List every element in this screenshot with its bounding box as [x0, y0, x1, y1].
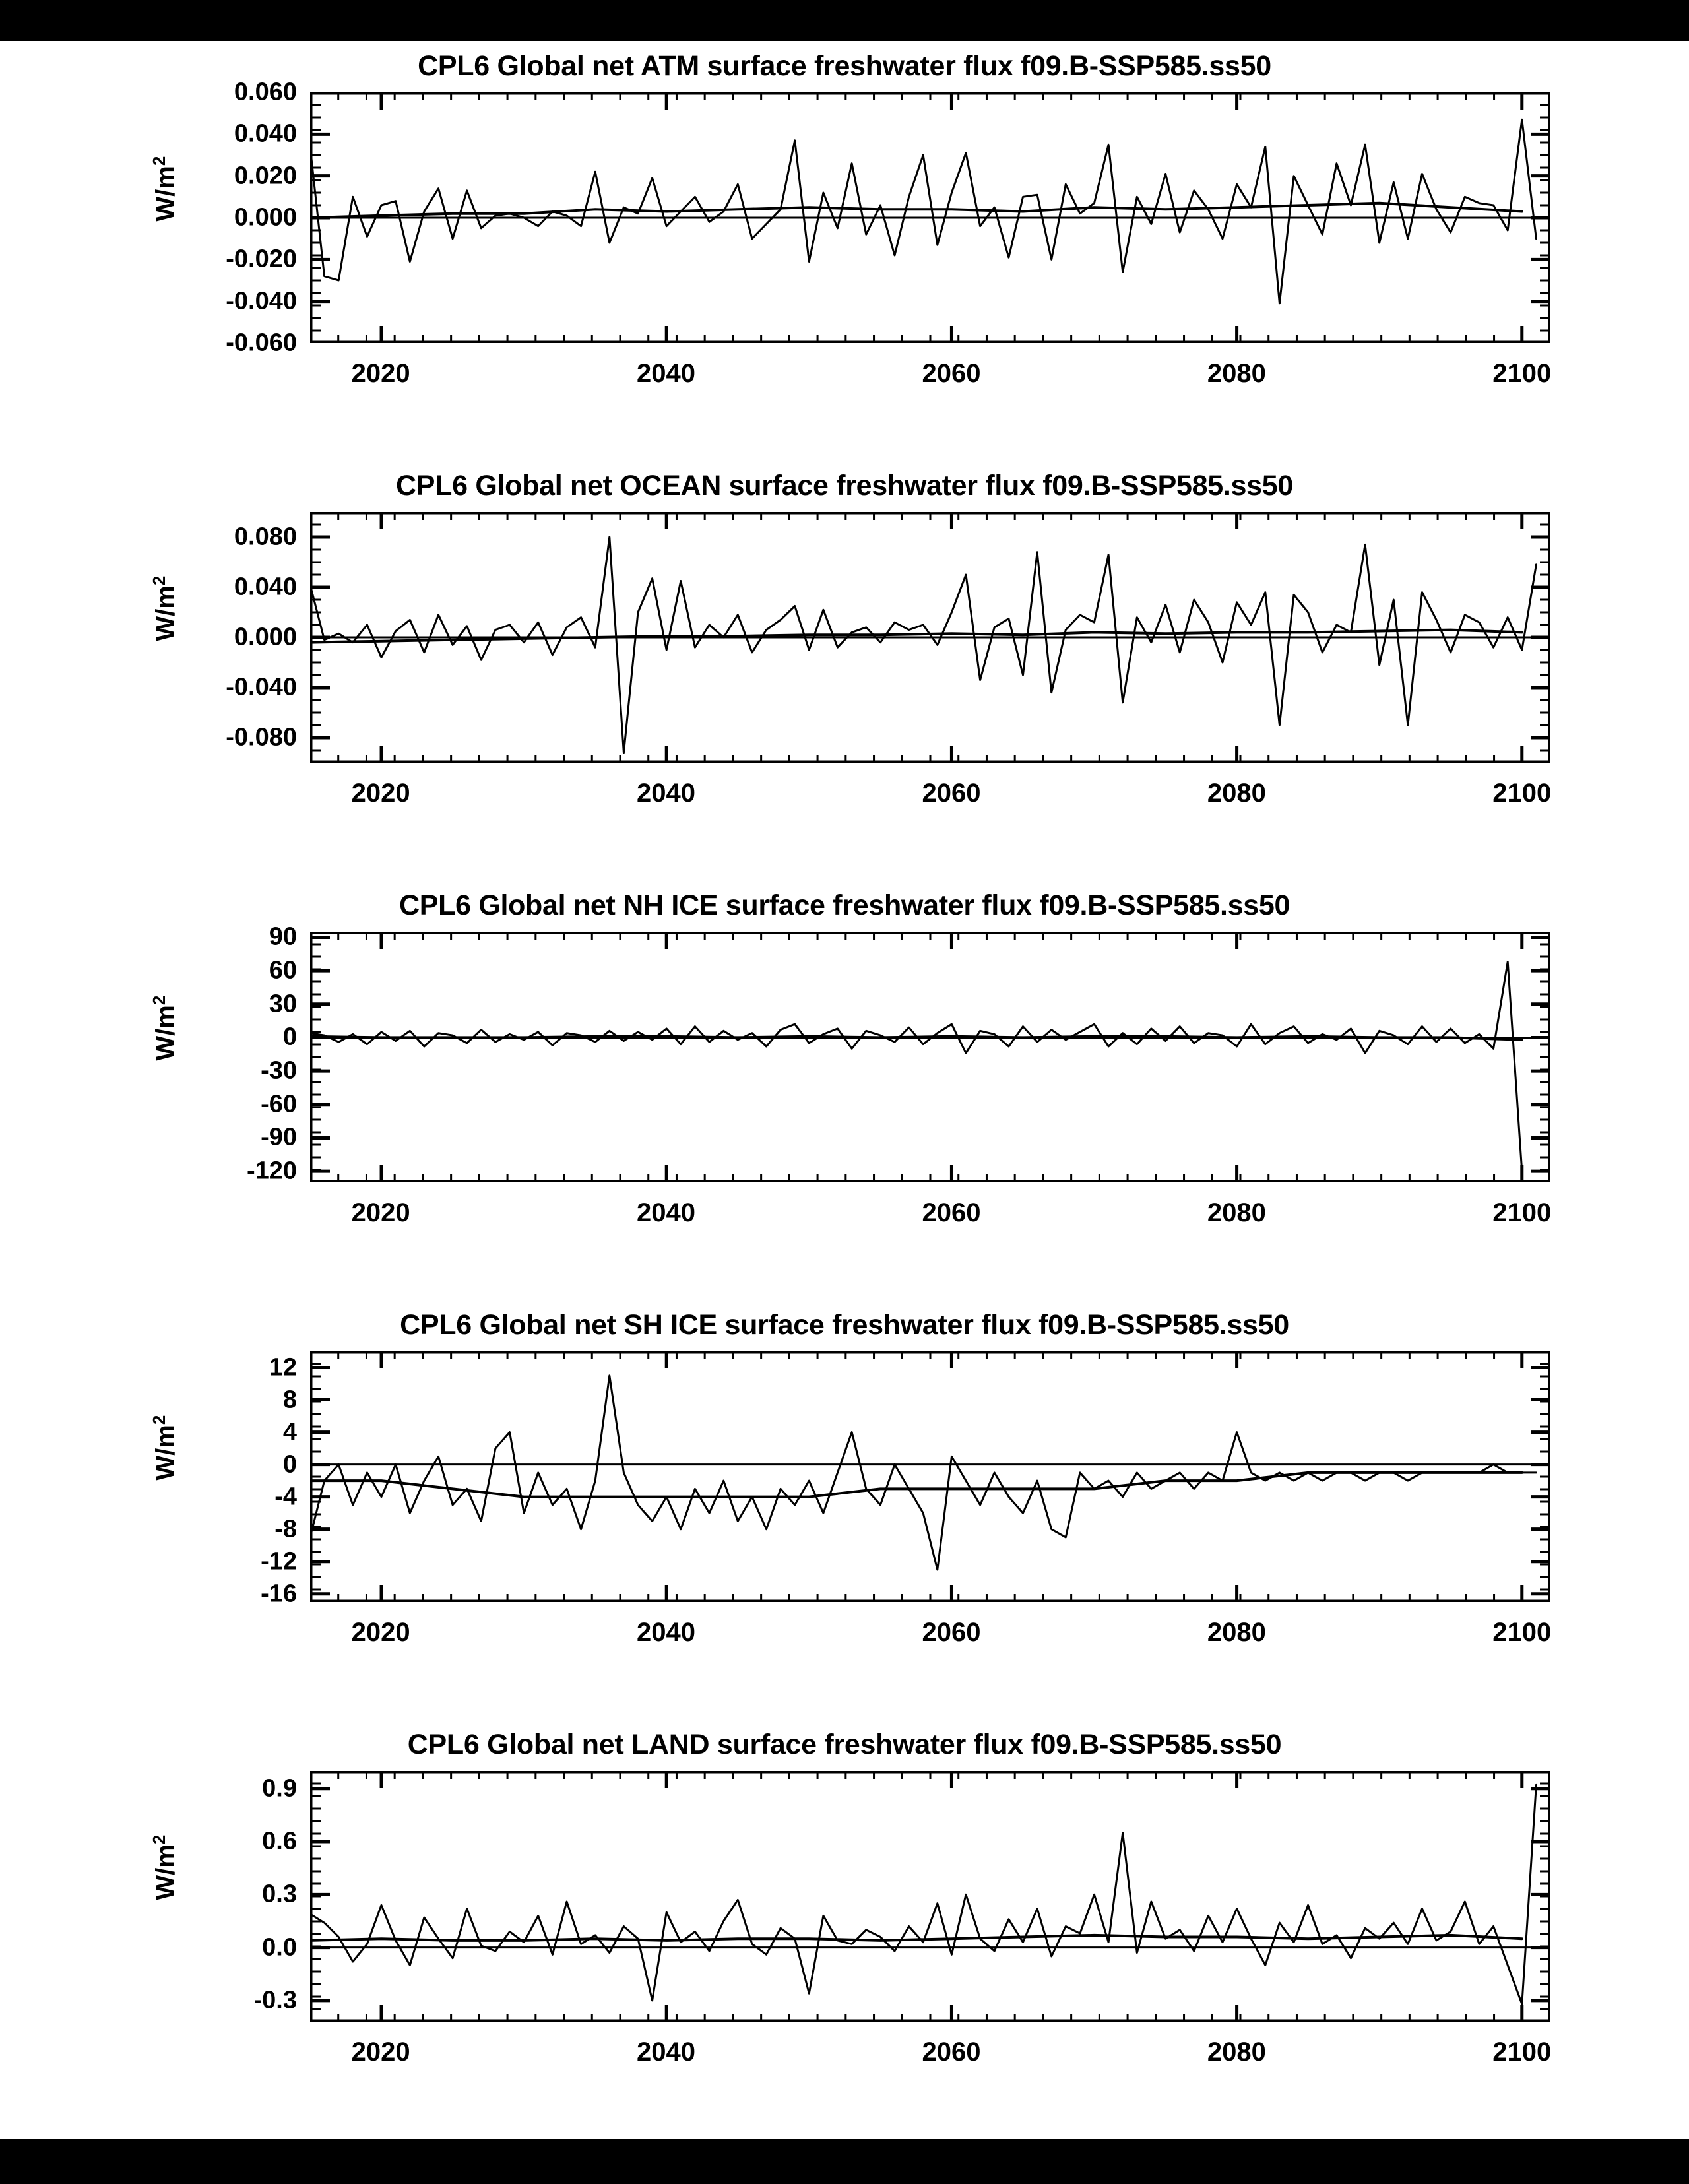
y-tick-label: 0.9	[262, 1774, 297, 1803]
x-tick-labels-atm	[310, 359, 1550, 399]
x-tick-label: 2040	[637, 2038, 696, 2067]
chart-title-atm: CPL6 Global net ATM surface freshwater flux f09.B-SSP585.ss50	[418, 50, 1271, 82]
x-tick-label: 2020	[351, 779, 410, 808]
y-tick-label: 0.000	[234, 203, 297, 232]
y-tick-label: -30	[261, 1056, 297, 1085]
y-tick-label: 0.3	[262, 1880, 297, 1908]
y-tick-label: 0	[282, 1023, 297, 1051]
x-tick-labels-nh-ice	[310, 1198, 1550, 1238]
y-tick-label: -0.080	[226, 723, 297, 752]
x-tick-labels-land	[310, 2038, 1550, 2077]
y-tick-label: 8	[282, 1386, 297, 1414]
x-tick-label: 2100	[1492, 1198, 1552, 1227]
y-axis-label-nh-ice: $W/m^2$	[148, 995, 181, 1061]
plot-svg-land	[310, 1771, 1550, 2022]
chart-panel-atm	[0, 41, 1689, 461]
y-tick-label: -90	[261, 1123, 297, 1151]
chart-title-land: CPL6 Global net LAND surface freshwater flux f09.B-SSP585.ss50	[407, 1729, 1282, 1760]
y-tick-label: -16	[261, 1580, 297, 1608]
y-tick-label: -0.060	[226, 329, 297, 357]
plot-area-nh-ice	[310, 932, 1550, 1182]
y-tick-labels-sh-ice	[99, 1351, 297, 1608]
chart-panel-sh-ice	[0, 1300, 1689, 1719]
y-tick-label: 30	[269, 990, 297, 1018]
x-tick-label: 2060	[922, 1618, 981, 1647]
y-axis-label-sh-ice: $W/m^2$	[148, 1415, 181, 1481]
y-tick-label: -0.020	[226, 245, 297, 273]
plot-area-sh-ice	[310, 1351, 1550, 1602]
chart-panel-ocean	[0, 461, 1689, 880]
x-tick-label: 2080	[1207, 1618, 1266, 1647]
y-axis-label-atm: $W/m^2$	[148, 156, 181, 222]
x-tick-labels-sh-ice	[310, 1618, 1550, 1657]
x-tick-label: 2040	[637, 1198, 696, 1227]
y-tick-label: -120	[246, 1157, 297, 1185]
y-tick-label: 0.0	[262, 1933, 297, 1962]
y-tick-label: 0.060	[234, 78, 297, 106]
y-tick-labels-atm	[99, 78, 297, 357]
x-tick-label: 2080	[1207, 2038, 1266, 2067]
y-tick-label: 0.040	[234, 573, 297, 601]
x-tick-label: 2060	[922, 359, 981, 388]
x-tick-labels-ocean	[310, 779, 1550, 818]
y-tick-label: 0	[282, 1450, 297, 1479]
chart-title-sh-ice: CPL6 Global net SH ICE surface freshwater flux f09.B-SSP585.ss50	[400, 1309, 1289, 1341]
y-tick-label: -4	[274, 1483, 297, 1511]
y-tick-label: 90	[269, 922, 297, 951]
y-tick-label: 60	[269, 956, 297, 984]
y-tick-label: -0.3	[253, 1986, 297, 2014]
x-tick-label: 2020	[351, 1198, 410, 1227]
y-tick-label: -8	[274, 1515, 297, 1543]
y-tick-label: 0.080	[234, 523, 297, 551]
chart-panel-land	[0, 1719, 1689, 2139]
y-tick-label: -12	[261, 1547, 297, 1576]
x-tick-label: 2060	[922, 2038, 981, 2067]
x-tick-label: 2040	[637, 779, 696, 808]
y-tick-label: 12	[269, 1353, 297, 1382]
y-tick-label: -0.040	[226, 673, 297, 701]
plot-svg-sh-ice	[310, 1351, 1550, 1602]
x-tick-label: 2100	[1492, 2038, 1552, 2067]
plot-area-land	[310, 1771, 1550, 2022]
chart-panel-nh-ice	[0, 880, 1689, 1300]
x-tick-label: 2020	[351, 1618, 410, 1647]
x-tick-label: 2060	[922, 1198, 981, 1227]
x-tick-label: 2060	[922, 779, 981, 808]
plot-svg-atm	[310, 92, 1550, 343]
chart-title-ocean: CPL6 Global net OCEAN surface freshwater flux f09.B-SSP585.ss50	[396, 470, 1293, 501]
plot-area-atm	[310, 92, 1550, 343]
x-tick-label: 2100	[1492, 779, 1552, 808]
y-tick-labels-land	[99, 1771, 297, 2022]
y-axis-label-ocean: $W/m^2$	[148, 575, 181, 641]
y-tick-label: 0.6	[262, 1827, 297, 1855]
x-tick-label: 2080	[1207, 779, 1266, 808]
y-tick-label: 4	[282, 1418, 297, 1446]
y-tick-labels-nh-ice	[99, 922, 297, 1185]
y-axis-label-land: $W/m^2$	[148, 1834, 181, 1900]
y-tick-label: 0.020	[234, 162, 297, 190]
x-tick-label: 2100	[1492, 359, 1552, 388]
plot-svg-nh-ice	[310, 932, 1550, 1182]
plot-area-ocean	[310, 512, 1550, 763]
y-tick-label: -0.040	[226, 287, 297, 315]
figure-sheet	[0, 41, 1689, 2139]
x-tick-label: 2040	[637, 1618, 696, 1647]
y-tick-label: 0.000	[234, 623, 297, 651]
x-tick-label: 2040	[637, 359, 696, 388]
plot-svg-ocean	[310, 512, 1550, 763]
x-tick-label: 2100	[1492, 1618, 1552, 1647]
chart-title-nh-ice: CPL6 Global net NH ICE surface freshwater flux f09.B-SSP585.ss50	[398, 889, 1291, 921]
y-tick-label: 0.040	[234, 119, 297, 148]
y-tick-labels-ocean	[99, 512, 297, 763]
x-tick-label: 2080	[1207, 359, 1266, 388]
x-tick-label: 2020	[351, 359, 410, 388]
y-tick-label: -60	[261, 1090, 297, 1118]
x-tick-label: 2080	[1207, 1198, 1266, 1227]
x-tick-label: 2020	[351, 2038, 410, 2067]
